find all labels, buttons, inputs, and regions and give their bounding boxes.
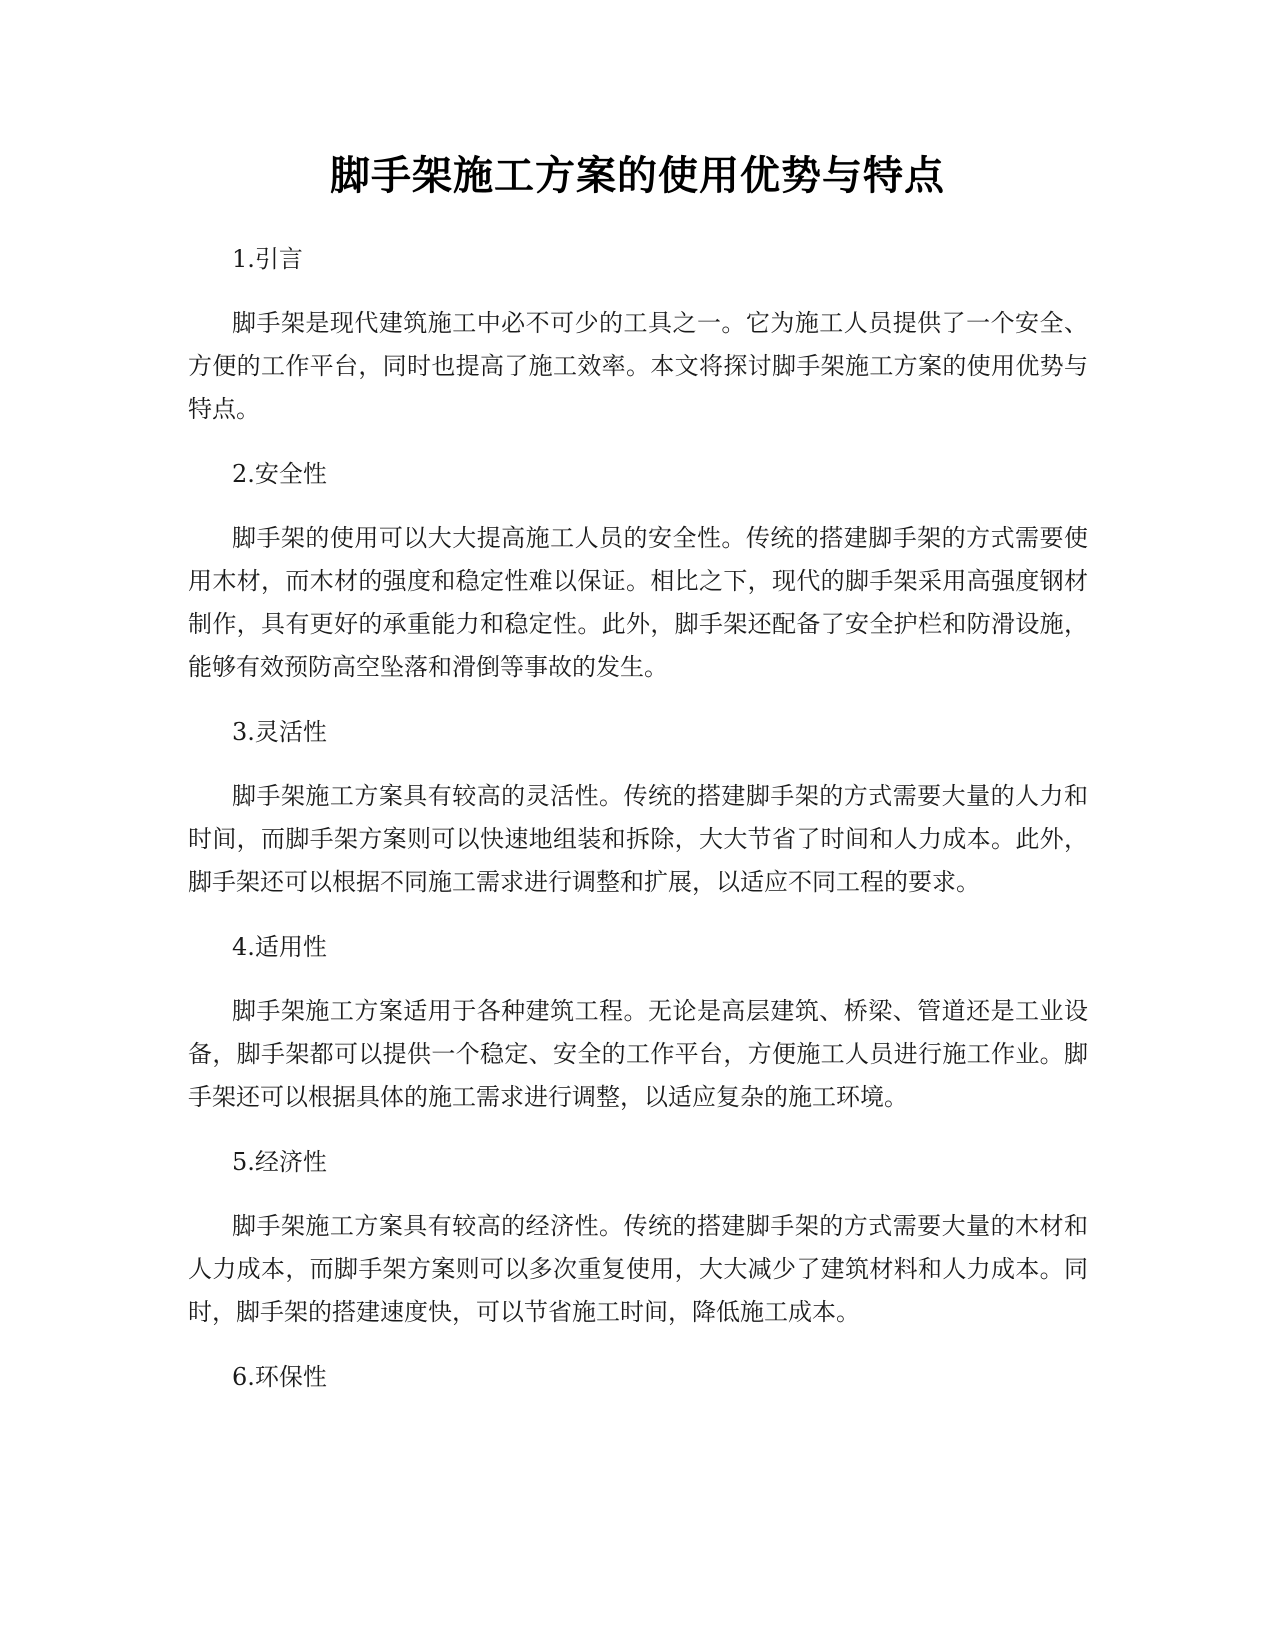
section-heading-applicability: 4.适用性 — [232, 933, 327, 961]
section-heading-flexibility: 3.灵活性 — [232, 718, 327, 746]
section-heading-environment: 6.环保性 — [232, 1363, 327, 1391]
section-heading-safety: 2.安全性 — [232, 460, 327, 488]
section-heading-economy: 5.经济性 — [232, 1148, 327, 1176]
section-paragraph-applicability: 脚手架施工方案适用于各种建筑工程。无论是高层建筑、桥梁、管道还是工业设备，脚手架都可以提供一个稳定、安全的工作平台，方便施工人员进行施工作业。脚手架还可以根据具体的施工需求进行调整，以适应复杂的施工环境。 — [188, 997, 1088, 1111]
section-paragraph-intro: 脚手架是现代建筑施工中必不可少的工具之一。它为施工人员提供了一个安全、方便的工作平台，同时也提高了施工效率。本文将探讨脚手架施工方案的使用优势与特点。 — [188, 309, 1088, 423]
section-paragraph-flexibility: 脚手架施工方案具有较高的灵活性。传统的搭建脚手架的方式需要大量的人力和时间，而脚手架方案则可以快速地组装和拆除，大大节省了时间和人力成本。此外，脚手架还可以根据不同施工需求进行调整和扩展，以适应不同工程的要求。 — [188, 782, 1088, 896]
document-body — [188, 238, 1088, 1420]
section-paragraph-safety: 脚手架的使用可以大大提高施工人员的安全性。传统的搭建脚手架的方式需要使用木材，而木材的强度和稳定性难以保证。相比之下，现代的脚手架采用高强度钢材制作，具有更好的承重能力和稳定性。此外，脚手架还配备了安全护栏和防滑设施，能够有效预防高空坠落和滑倒等事故的发生。 — [188, 524, 1088, 681]
document-title: 脚手架施工方案的使用优势与特点 — [330, 153, 945, 199]
section-paragraph-economy: 脚手架施工方案具有较高的经济性。传统的搭建脚手架的方式需要大量的木材和人力成本，而脚手架方案则可以多次重复使用，大大减少了建筑材料和人力成本。同时，脚手架的搭建速度快，可以节省施工时间，降低施工成本。 — [188, 1212, 1088, 1326]
section-heading-intro: 1.引言 — [232, 245, 303, 273]
